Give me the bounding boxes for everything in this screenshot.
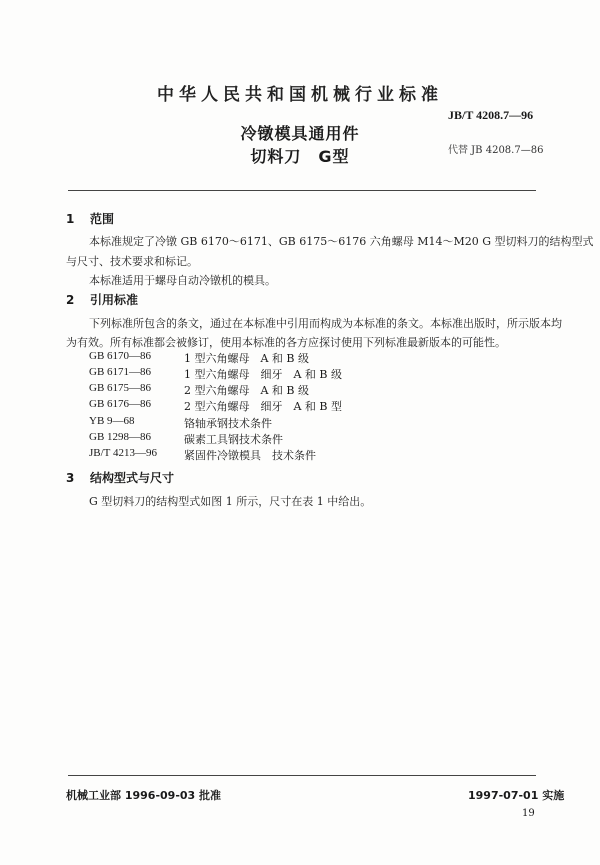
document-title-line2: 切料刀 G型 bbox=[250, 147, 350, 166]
section-number: 3 bbox=[66, 471, 75, 485]
section-1-heading bbox=[66, 210, 114, 227]
national-standard-title: 中华人民共和国机械行业标准 bbox=[157, 85, 443, 105]
reference-code: GB 6171—86 bbox=[89, 366, 152, 378]
section-title: 引用标准 bbox=[90, 293, 139, 307]
section-2-heading bbox=[66, 291, 138, 308]
page-number: 19 bbox=[522, 808, 535, 819]
paragraph: 与尺寸、技术要求和标记。 bbox=[66, 255, 198, 268]
reference-code: GB 6175—86 bbox=[89, 382, 152, 394]
reference-code: GB 6170—86 bbox=[89, 350, 152, 362]
reference-title: 2 型六角螺母 细牙 A 和 B 型 bbox=[184, 400, 343, 413]
implementation-date: 1997-07-01 实施 bbox=[468, 789, 565, 802]
standard-code: JB/T 4208.7—96 bbox=[448, 108, 534, 122]
reference-title: 铬轴承钢技术条件 bbox=[184, 417, 272, 430]
paragraph: G 型切料刀的结构型式如图 1 所示，尺寸在表 1 中给出。 bbox=[89, 495, 372, 508]
header-divider bbox=[68, 190, 536, 191]
reference-code: GB 1298—86 bbox=[89, 431, 152, 443]
section-3-heading bbox=[66, 469, 174, 486]
reference-code: JB/T 4213—96 bbox=[89, 447, 157, 459]
approval-date: 机械工业部 1996-09-03 批准 bbox=[66, 789, 222, 802]
section-number: 2 bbox=[66, 293, 75, 307]
reference-code: GB 6176—86 bbox=[89, 398, 152, 410]
paragraph: 本标准适用于螺母自动冷镦机的模具。 bbox=[89, 274, 276, 287]
paragraph: 本标准规定了冷镦 GB 6170～6171、GB 6175～6176 六角螺母 M14～M20 G 型切料刀的结构型式 bbox=[89, 235, 594, 248]
reference-title: 紧固件冷镦模具 技术条件 bbox=[184, 449, 316, 462]
section-title: 范围 bbox=[90, 212, 115, 226]
footer-divider bbox=[68, 775, 536, 776]
reference-title: 2 型六角螺母 A 和 B 级 bbox=[184, 384, 310, 397]
section-number: 1 bbox=[66, 212, 75, 226]
paragraph: 下列标准所包含的条文，通过在本标准中引用而构成为本标准的条文。本标准出版时，所示版本均 bbox=[89, 317, 562, 330]
document-title-line1: 冷镦模具通用件 bbox=[240, 124, 360, 143]
reference-code: YB 9—68 bbox=[89, 415, 135, 427]
reference-title: 1 型六角螺母 细牙 A 和 B 级 bbox=[184, 368, 343, 381]
paragraph: 为有效。所有标准都会被修订，使用本标准的各方应探讨使用下列标准最新版本的可能性。 bbox=[66, 336, 506, 349]
reference-title: 碳素工具钢技术条件 bbox=[184, 433, 283, 446]
section-title: 结构型式与尺寸 bbox=[90, 471, 175, 485]
reference-title: 1 型六角螺母 A 和 B 级 bbox=[184, 352, 310, 365]
replaces-standard: 代替 JB 4208.7—86 bbox=[448, 145, 544, 156]
